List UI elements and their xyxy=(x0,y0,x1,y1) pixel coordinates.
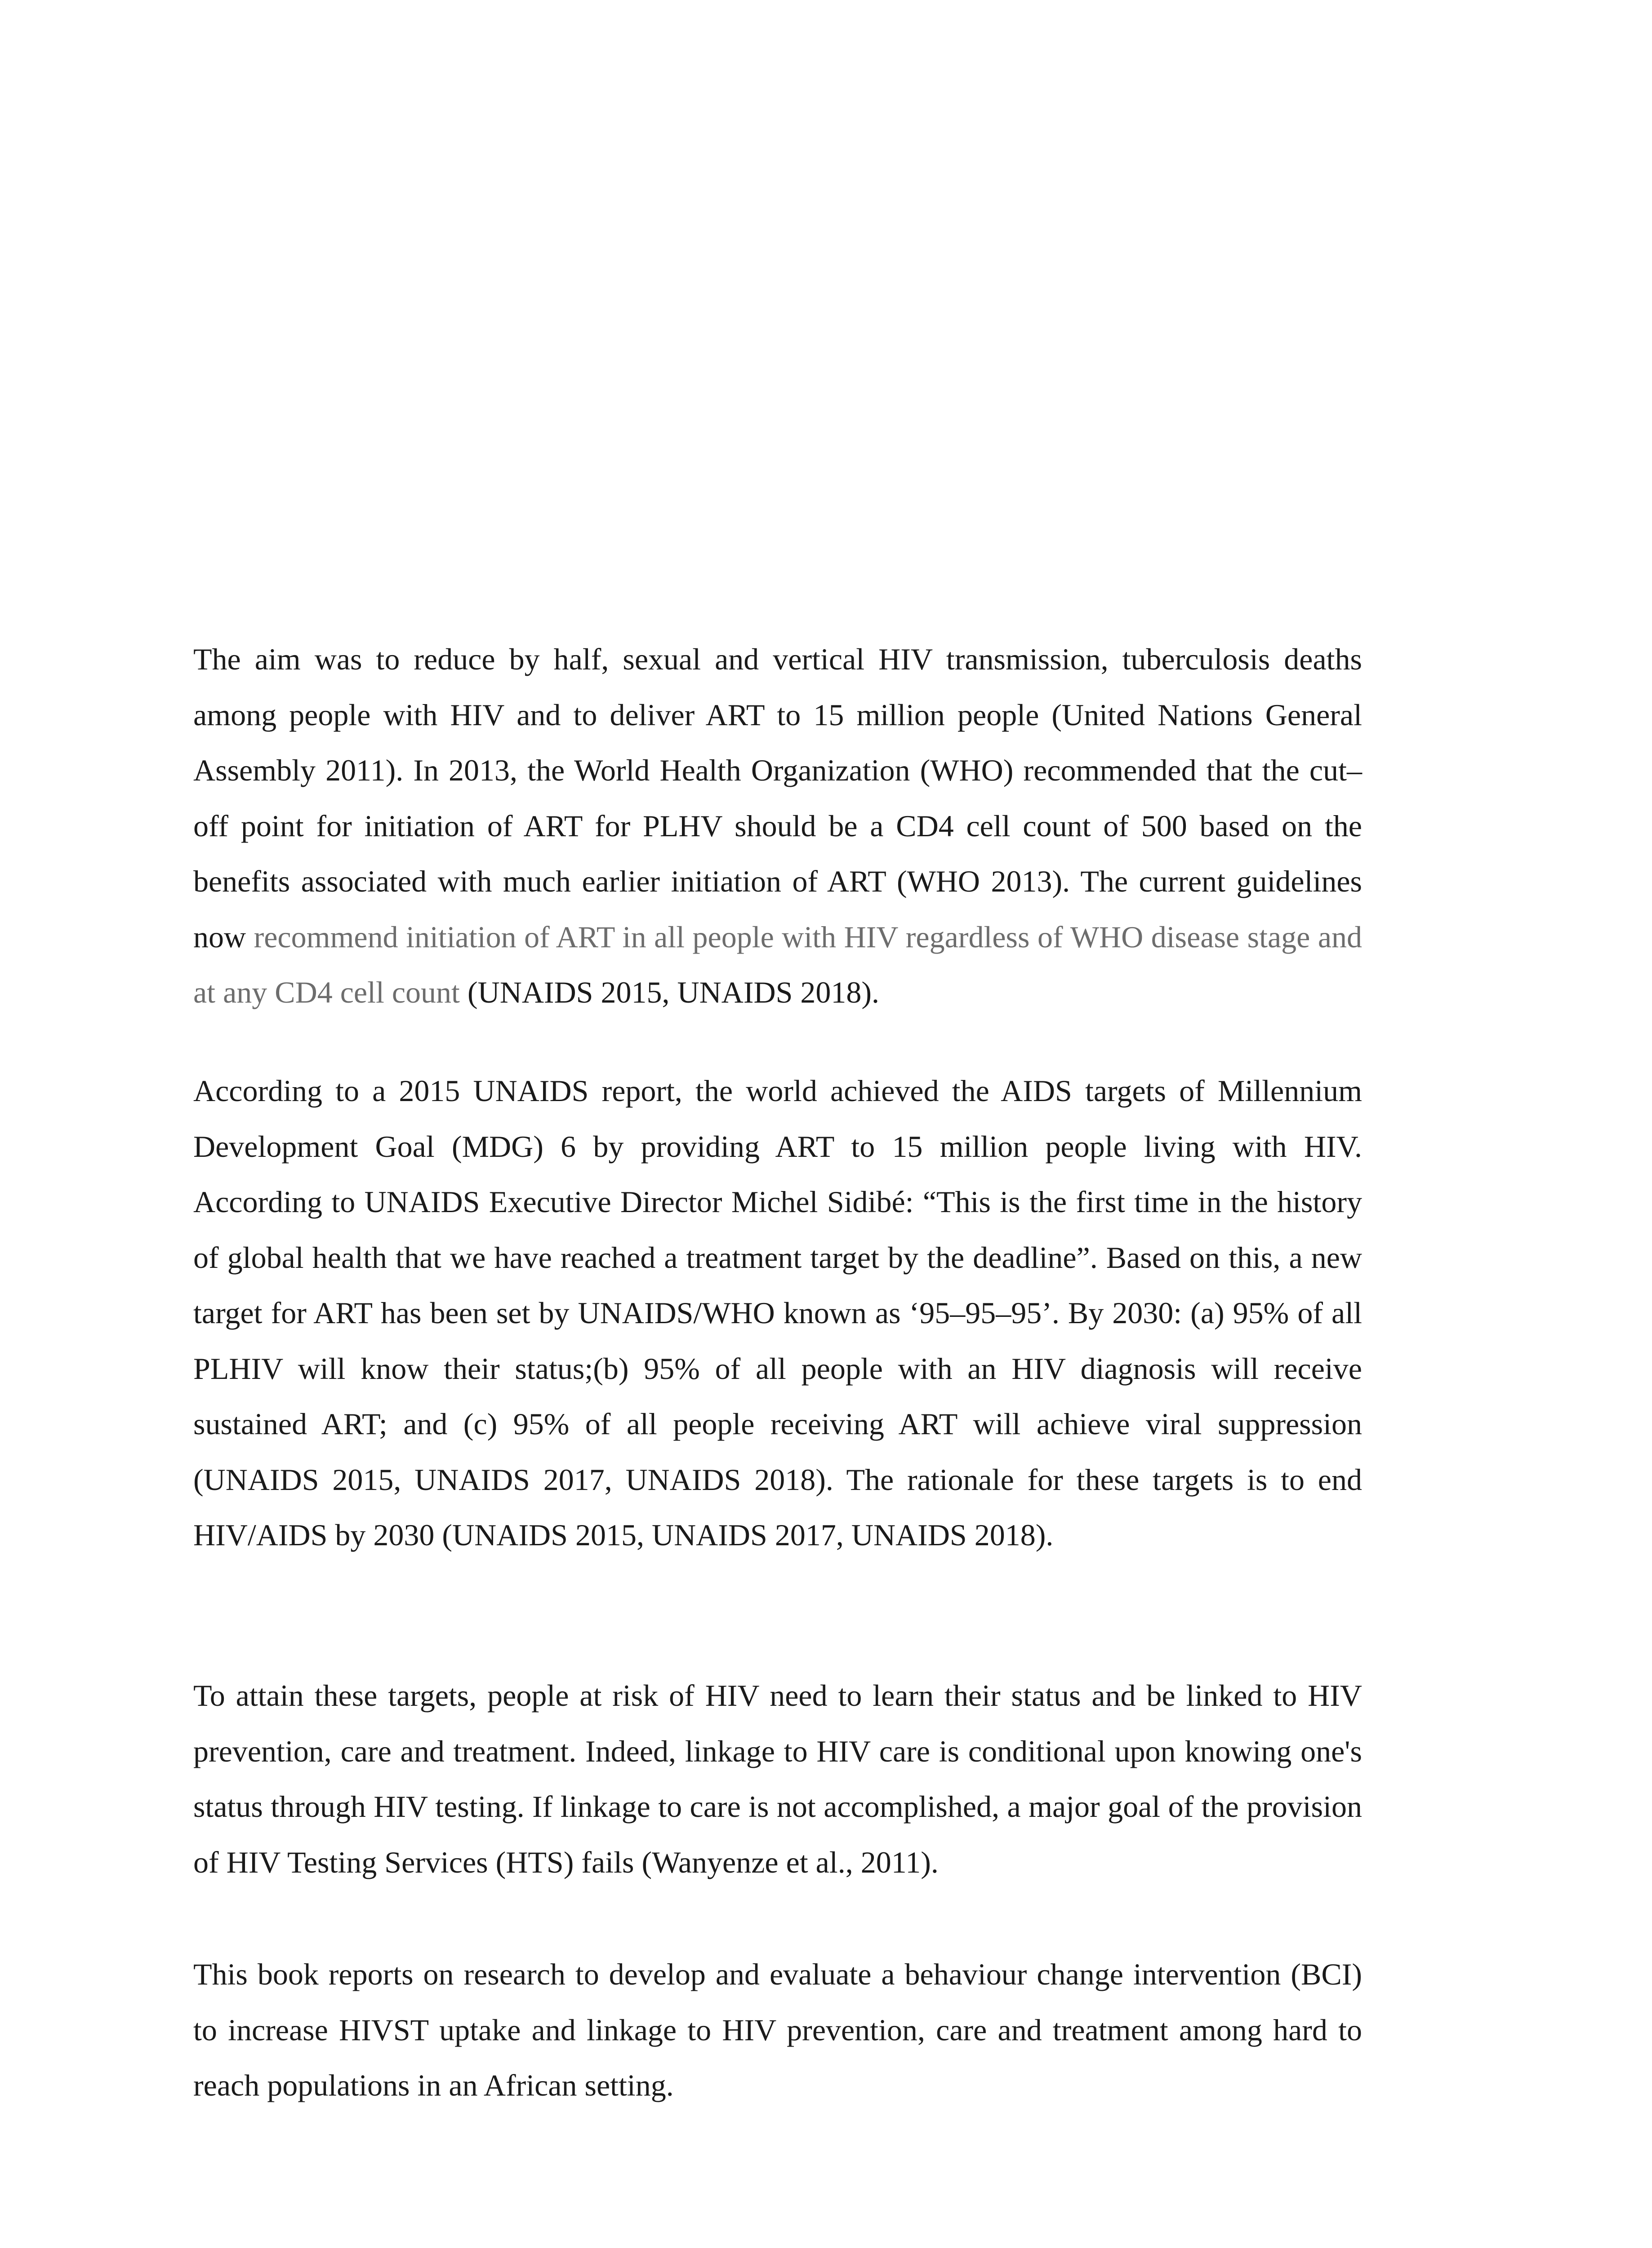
paragraph-art-history-gray-text: recommend initiation of ART in all people with HIV regardless of WHO disease stage and at any CD4 cell count xyxy=(193,919,1362,1009)
paragraph-unaids-targets: According to a 2015 UNAIDS report, the world achieved the AIDS targets of Millennium Development Goal (MDG) 6 by providing ART to 15 million people living with HIV. According to UNAIDS Executive Director Michel Sidibé: “This is the first time in the history of global health that we have reached a treatment target by the deadline”. Based on this, a new target for ART has been set by UNAIDS/WHO known as ‘95–95–95’. By 2030: (a) 95% of all PLHIV will know their status;(b) 95% of all people with an HIV diagnosis will receive sustained ART; and (c) 95% of all people receiving ART will achieve viral suppression (UNAIDS 2015, UNAIDS 2017, UNAIDS 2018). The rationale for these targets is to end HIV/AIDS by 2030 (UNAIDS 2015, UNAIDS 2017, UNAIDS 2018). xyxy=(193,1074,1362,1552)
paragraph-art-history-text-b: (UNAIDS 2015, UNAIDS 2018). xyxy=(459,975,880,1009)
paragraph-book-purpose: This book reports on research to develop and evaluate a behaviour change intervention (BCI) to increase HIVST uptake and linkage to HIV prevention, care and treatment among hard to reach populations in an African setting. xyxy=(193,1957,1362,2102)
paragraph-art-history-text-a: The aim was to reduce by half, sexual and vertical HIV transmission, tuberculosis deaths among people with HIV and to deliver ART to 15 million people (United Nations General Assembly 2011). In 2013, the World Health Organization (WHO) recommended that the cut–off point for initiation of ART for PLHV should be a CD4 cell count of 500 based on the benefits associated with much earlier initiation of ART (WHO 2013). The current guidelines now xyxy=(193,642,1362,954)
paragraph-art-history xyxy=(193,632,1362,1021)
paragraph-linkage-to-care: To attain these targets, people at risk of HIV need to learn their status and be linked to HIV prevention, care and treatment. Indeed, linkage to HIV care is conditional upon knowing one's status through HIV testing. If linkage to care is not accomplished, a major goal of the provision of HIV Testing Services (HTS) fails (Wanyenze et al., 2011). xyxy=(193,1678,1362,1879)
